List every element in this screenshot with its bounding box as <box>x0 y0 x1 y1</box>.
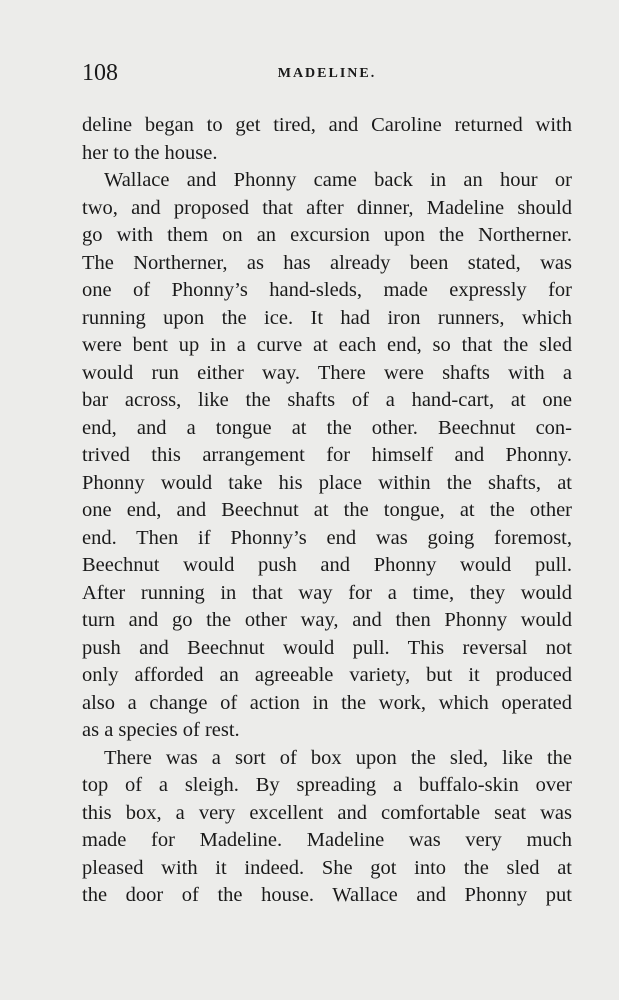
text-line: deline began to get tired, and Caroline returned with <box>82 114 572 136</box>
text-line: Phonny would take his place within the shafts, at <box>82 471 572 494</box>
text-line: There was a sort of box upon the sled, like the <box>104 746 572 769</box>
text-line: bar across, like the shafts of a hand-cart, at one <box>82 389 572 411</box>
text-line: After running in that way for a time, they would <box>82 581 572 604</box>
text-line: as a species of rest. <box>82 719 240 741</box>
text-line: push and Beechnut would pull. This reversal not <box>82 636 572 659</box>
text-line: one of Phonny’s hand-sleds, made expressly for <box>82 279 572 301</box>
text-line: also a change of action in the work, which operated <box>82 691 572 714</box>
text-line: go with them on an excursion upon the Northerner. <box>82 224 572 246</box>
text-line: would run either way. There were shafts with a <box>82 361 572 384</box>
text-line: were bent up in a curve at each end, so that the sled <box>82 334 572 356</box>
running-title: MADELINE. <box>277 66 377 81</box>
text-line: end, and a tongue at the other. Beechnut con- <box>82 416 572 439</box>
text-line: Beechnut would push and Phonny would pull. <box>82 554 572 576</box>
text-line: her to the house. <box>82 141 218 164</box>
page-number: 108 <box>82 60 118 86</box>
text-line: this box, a very excellent and comfortable seat was <box>82 801 572 824</box>
page-body-text <box>82 112 572 910</box>
text-line: two, and proposed that after dinner, Madeline should <box>82 196 572 219</box>
text-line: trived this arrangement for himself and Phonny. <box>82 444 572 466</box>
text-line: top of a sleigh. By spreading a buffalo-skin over <box>82 774 572 796</box>
text-line: The Northerner, as has already been stated, was <box>82 251 572 274</box>
page-header <box>82 60 572 90</box>
text-line: the door of the house. Wallace and Phonny put <box>82 884 572 906</box>
text-line: Wallace and Phonny came back in an hour or <box>104 169 572 191</box>
text-line: made for Madeline. Madeline was very much <box>82 829 572 851</box>
text-line: only afforded an agreeable variety, but it produced <box>82 664 572 686</box>
text-line: pleased with it indeed. She got into the sled at <box>82 856 572 879</box>
text-line: running upon the ice. It had iron runners, which <box>82 306 572 329</box>
text-line: one end, and Beechnut at the tongue, at the other <box>82 499 572 521</box>
text-line: turn and go the other way, and then Phonny would <box>82 609 572 631</box>
text-line: end. Then if Phonny’s end was going foremost, <box>82 526 572 549</box>
